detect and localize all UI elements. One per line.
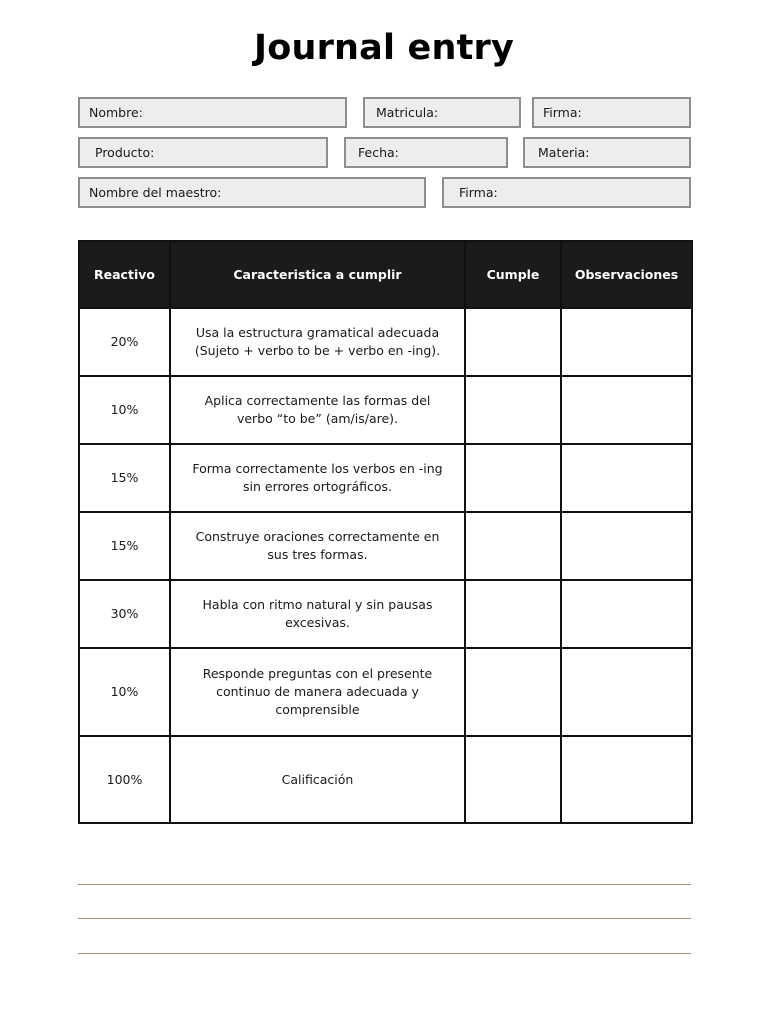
firma-alumno-field[interactable]: Firma: xyxy=(532,97,691,128)
reactivo-cell: 20% xyxy=(79,308,170,376)
note-line[interactable] xyxy=(78,953,691,954)
rubric-table xyxy=(78,240,693,824)
caracteristica-cell: Calificación xyxy=(170,736,465,823)
observaciones-cell[interactable] xyxy=(561,736,692,823)
table-row xyxy=(79,736,692,823)
table-row xyxy=(79,512,692,580)
table-row xyxy=(79,444,692,512)
observaciones-cell[interactable] xyxy=(561,512,692,580)
caracteristica-cell: Construye oraciones correctamente en sus tres formas. xyxy=(170,512,465,580)
cumple-cell[interactable] xyxy=(465,736,561,823)
matricula-field[interactable]: Matricula: xyxy=(363,97,521,128)
reactivo-cell: 10% xyxy=(79,376,170,444)
caracteristica-cell: Responde preguntas con el presente continuo de manera adecuada y comprensible xyxy=(170,648,465,736)
fecha-field[interactable]: Fecha: xyxy=(344,137,508,168)
table-row xyxy=(79,308,692,376)
observaciones-cell[interactable] xyxy=(561,580,692,648)
reactivo-cell: 10% xyxy=(79,648,170,736)
reactivo-cell: 30% xyxy=(79,580,170,648)
reactivo-cell: 15% xyxy=(79,512,170,580)
cumple-cell[interactable] xyxy=(465,376,561,444)
table-header-row xyxy=(79,241,692,308)
firma-maestro-field[interactable]: Firma: xyxy=(442,177,691,208)
nombre-maestro-field[interactable]: Nombre del maestro: xyxy=(78,177,426,208)
table-row xyxy=(79,580,692,648)
reactivo-cell: 100% xyxy=(79,736,170,823)
header-cumple: Cumple xyxy=(465,241,561,308)
observaciones-cell[interactable] xyxy=(561,444,692,512)
producto-field[interactable]: Producto: xyxy=(78,137,328,168)
observaciones-cell[interactable] xyxy=(561,308,692,376)
note-line[interactable] xyxy=(78,918,691,919)
caracteristica-cell: Usa la estructura gramatical adecuada (Sujeto + verbo to be + verbo en -ing). xyxy=(170,308,465,376)
materia-field[interactable]: Materia: xyxy=(523,137,691,168)
cumple-cell[interactable] xyxy=(465,580,561,648)
caracteristica-cell: Forma correctamente los verbos en -ing sin errores ortográficos. xyxy=(170,444,465,512)
cumple-cell[interactable] xyxy=(465,648,561,736)
note-line[interactable] xyxy=(78,884,691,885)
header-reactivo: Reactivo xyxy=(79,241,170,308)
observaciones-cell[interactable] xyxy=(561,648,692,736)
caracteristica-cell: Aplica correctamente las formas del verbo “to be” (am/is/are). xyxy=(170,376,465,444)
table-row xyxy=(79,376,692,444)
cumple-cell[interactable] xyxy=(465,308,561,376)
caracteristica-cell: Habla con ritmo natural y sin pausas excesivas. xyxy=(170,580,465,648)
header-observaciones: Observaciones xyxy=(561,241,692,308)
table-row xyxy=(79,648,692,736)
page-title: Journal entry xyxy=(253,28,515,68)
nombre-field[interactable]: Nombre: xyxy=(78,97,347,128)
cumple-cell[interactable] xyxy=(465,512,561,580)
reactivo-cell: 15% xyxy=(79,444,170,512)
observaciones-cell[interactable] xyxy=(561,376,692,444)
header-caracteristica: Caracteristica a cumplir xyxy=(170,241,465,308)
cumple-cell[interactable] xyxy=(465,444,561,512)
